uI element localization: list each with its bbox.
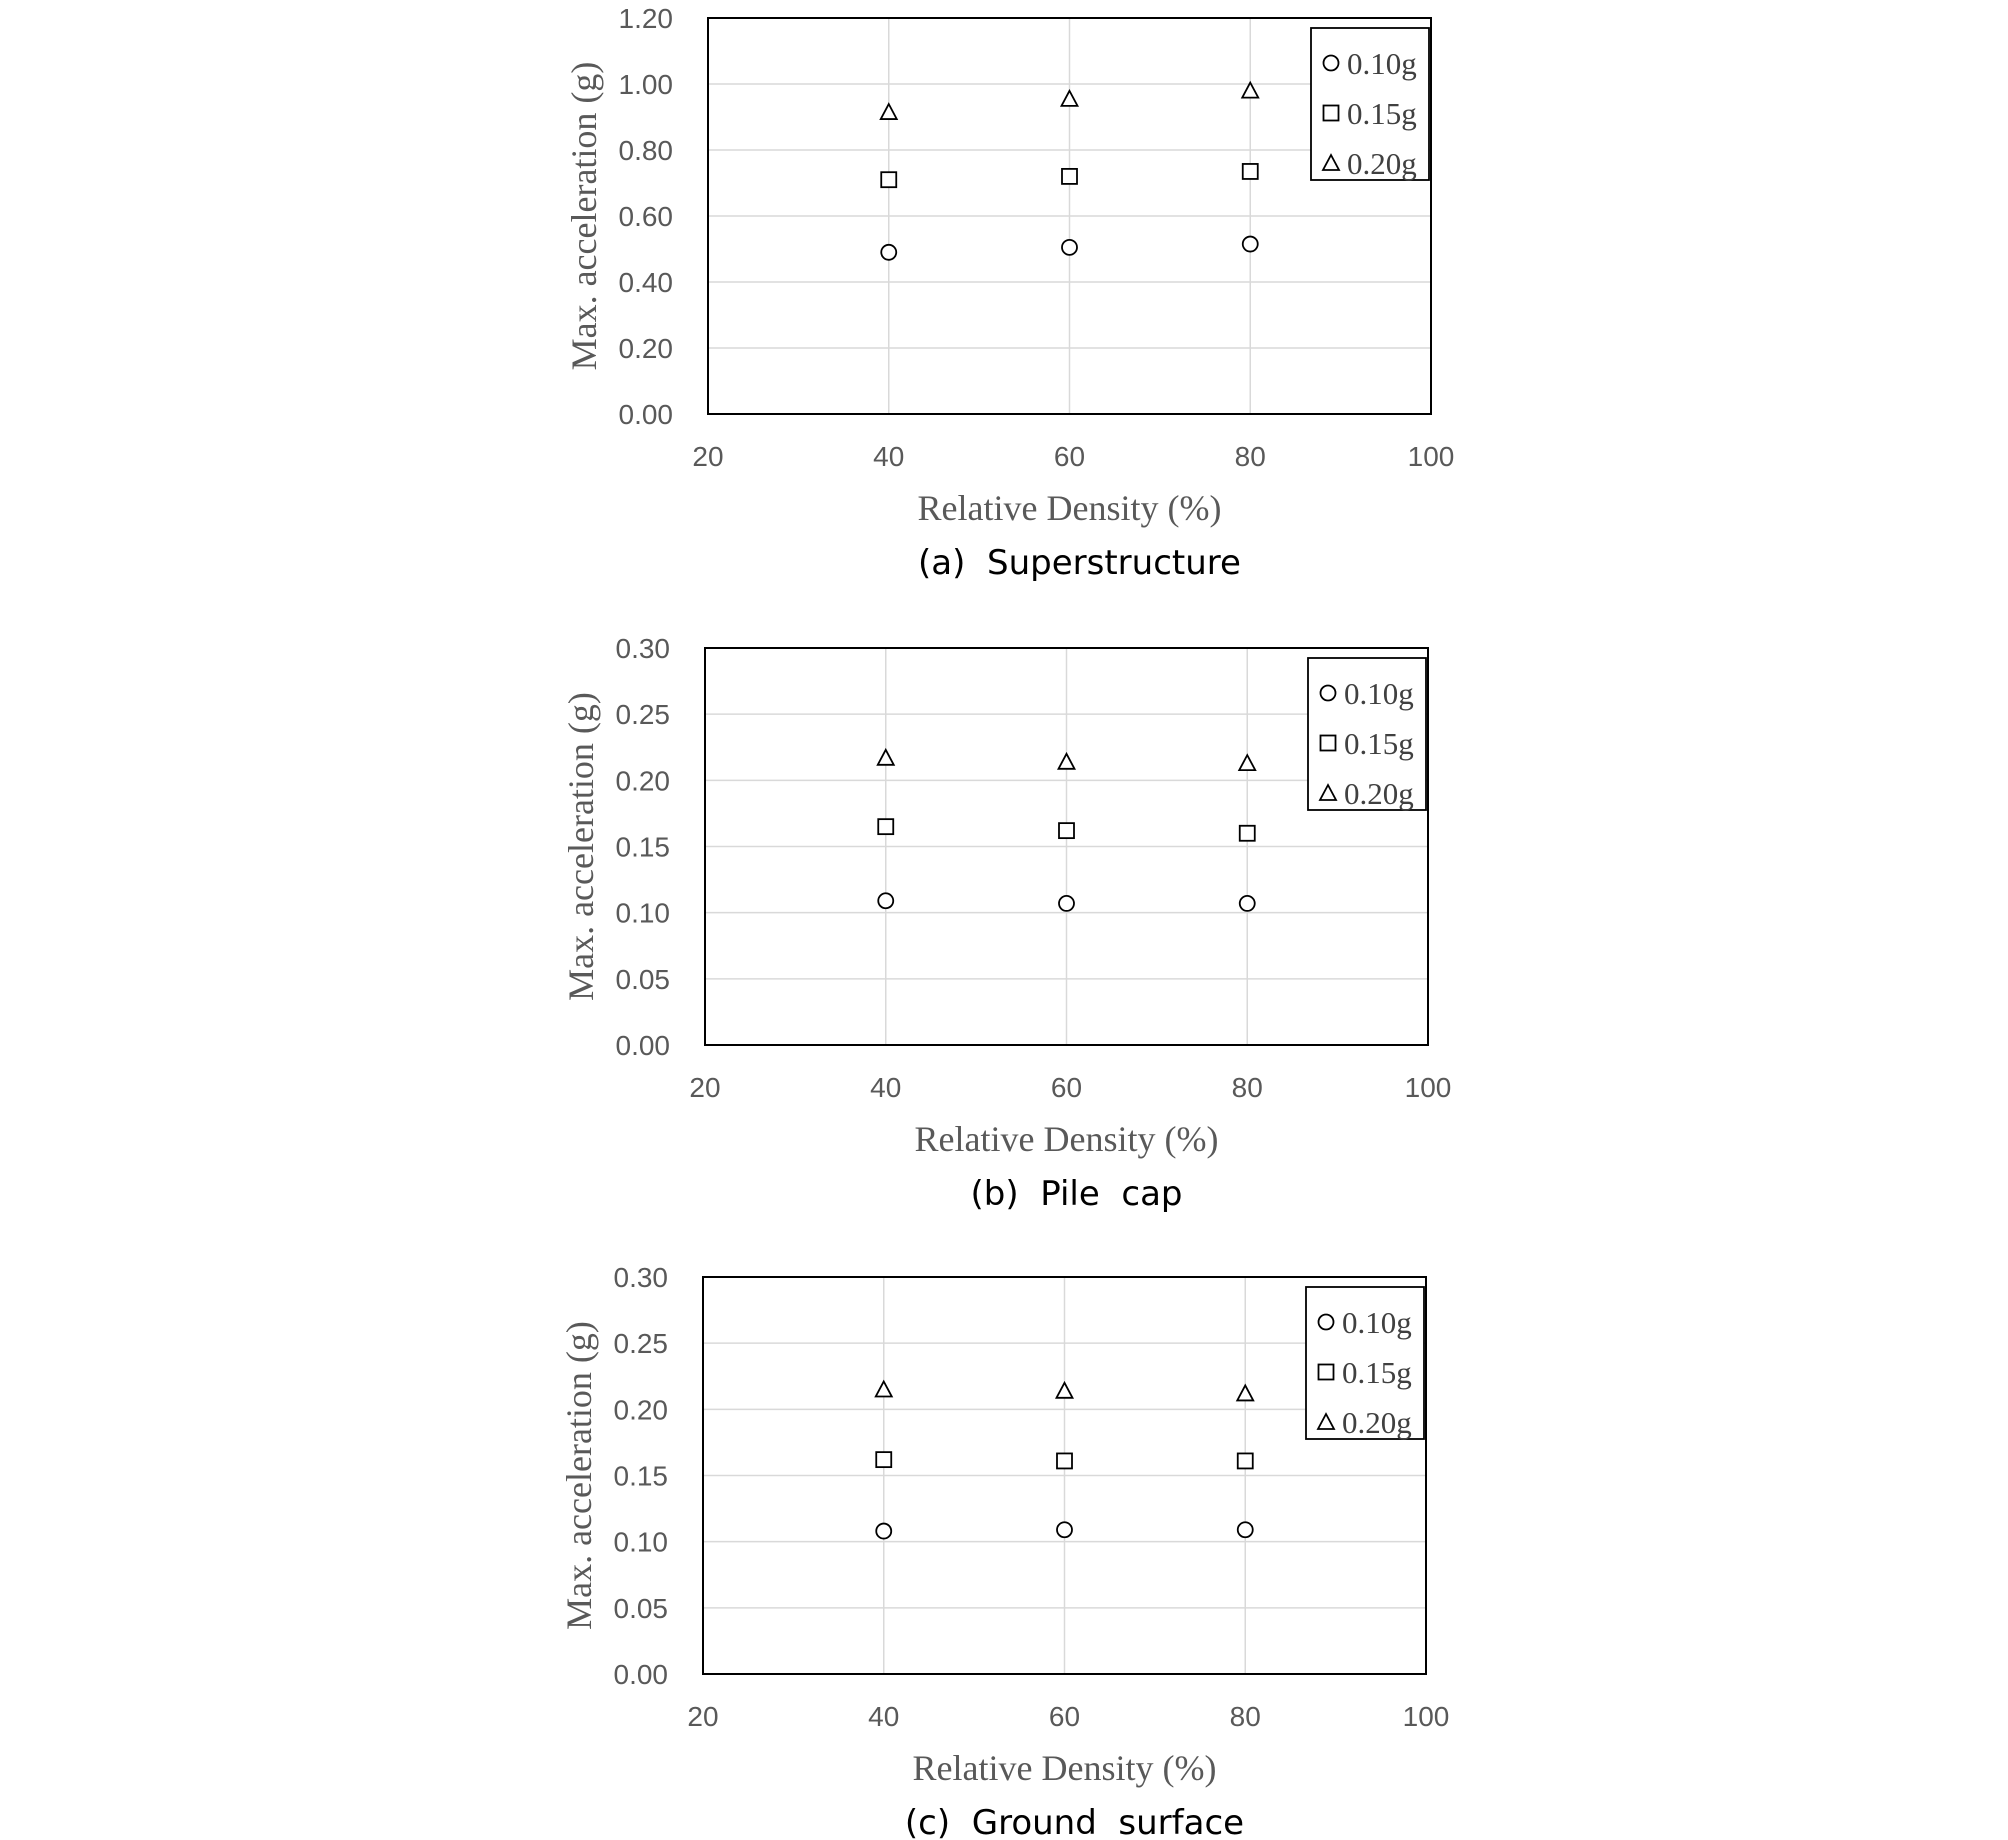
data-point-circle <box>1240 896 1255 911</box>
legend <box>1311 28 1429 181</box>
x-tick-label: 80 <box>1229 1701 1261 1732</box>
y-tick-label: 0.20 <box>618 333 673 364</box>
series-0.15g <box>878 819 1255 841</box>
data-point-square <box>1238 1453 1253 1468</box>
x-tick-label: 80 <box>1234 441 1266 472</box>
x-tick-label: 40 <box>868 1701 900 1732</box>
legend-marker-circle <box>1319 1315 1334 1330</box>
data-point-triangle <box>878 750 894 765</box>
x-tick-label: 40 <box>870 1072 902 1103</box>
data-point-circle <box>876 1524 891 1539</box>
y-tick-label: 0.80 <box>618 135 673 166</box>
data-point-square <box>1059 823 1074 838</box>
panel-caption: (b) Pile cap <box>970 1174 1183 1214</box>
data-point-circle <box>1243 237 1258 252</box>
data-point-triangle <box>1239 755 1255 770</box>
panel-caption: (a) Superstructure <box>918 543 1241 583</box>
legend <box>1306 1287 1424 1440</box>
data-point-triangle <box>881 104 897 119</box>
x-tick-label: 20 <box>687 1701 719 1732</box>
data-point-square <box>1240 826 1255 841</box>
data-point-triangle <box>1057 1383 1073 1398</box>
y-tick-label: 0.05 <box>613 1592 668 1624</box>
legend-label: 0.10g <box>1347 46 1417 81</box>
data-point-square <box>876 1452 891 1467</box>
y-tick-label: 1.00 <box>618 69 673 100</box>
y-tick-label: 0.20 <box>613 1394 668 1426</box>
chart-panel-2 <box>561 633 1451 1214</box>
series-0.20g <box>878 750 1256 770</box>
y-tick-label: 0.00 <box>618 399 673 430</box>
legend-label: 0.20g <box>1347 146 1417 181</box>
x-tick-label: 60 <box>1050 1072 1083 1103</box>
data-point-circle <box>1059 896 1074 911</box>
x-tick-label: 100 <box>1407 441 1455 472</box>
legend-label: 0.20g <box>1342 1405 1412 1440</box>
data-point-circle <box>881 245 896 260</box>
y-tick-label: 1.20 <box>618 3 673 34</box>
x-tick-label: 100 <box>1402 1701 1450 1732</box>
x-tick-label: 40 <box>873 441 905 472</box>
data-point-triangle <box>876 1381 892 1396</box>
y-tick-label: 0.30 <box>615 633 670 664</box>
y-tick-label: 0.10 <box>613 1526 668 1558</box>
data-point-triangle <box>1237 1385 1253 1400</box>
data-point-circle <box>1062 240 1077 255</box>
data-point-triangle <box>1062 91 1078 106</box>
x-axis-title: Relative Density (%) <box>917 488 1222 528</box>
y-tick-label: 0.15 <box>613 1460 668 1492</box>
legend-label: 0.20g <box>1344 776 1414 811</box>
y-tick-label: 0.60 <box>618 201 673 232</box>
data-point-square <box>1062 169 1077 184</box>
data-point-square <box>881 172 896 187</box>
legend-label: 0.10g <box>1344 676 1414 711</box>
x-tick-label: 20 <box>692 441 724 472</box>
y-tick-label: 0.40 <box>618 267 673 298</box>
legend-label: 0.15g <box>1347 96 1417 131</box>
x-axis-title: Relative Density (%) <box>912 1748 1217 1788</box>
x-tick-label: 100 <box>1404 1072 1452 1103</box>
y-tick-label: 0.25 <box>613 1328 668 1360</box>
y-tick-label: 0.15 <box>615 831 670 863</box>
y-tick-label: 0.00 <box>615 1030 670 1061</box>
y-tick-label: 0.20 <box>615 765 670 797</box>
legend-label: 0.10g <box>1342 1305 1412 1340</box>
data-point-circle <box>878 893 893 908</box>
data-point-circle <box>1057 1522 1072 1537</box>
y-tick-label: 0.05 <box>615 963 670 995</box>
y-tick-label: 0.30 <box>613 1262 668 1293</box>
y-axis-title: Max. acceleration (g) <box>561 692 601 1001</box>
x-axis-title: Relative Density (%) <box>914 1119 1219 1159</box>
data-point-circle <box>1238 1522 1253 1537</box>
y-axis-title: Max. acceleration (g) <box>559 1321 599 1630</box>
legend-marker-square <box>1321 736 1336 751</box>
x-tick-label: 80 <box>1231 1072 1263 1103</box>
series-0.15g <box>876 1452 1253 1468</box>
y-tick-label: 0.10 <box>615 897 670 929</box>
legend-marker-square <box>1319 1365 1334 1380</box>
x-tick-label: 60 <box>1048 1701 1081 1732</box>
chart-panel-3 <box>559 1262 1449 1840</box>
data-point-square <box>1243 164 1258 179</box>
legend <box>1308 658 1426 811</box>
legend-marker-circle <box>1324 56 1339 71</box>
y-tick-label: 0.00 <box>613 1659 668 1690</box>
y-axis-title: Max. acceleration (g) <box>564 61 604 371</box>
data-point-square <box>1057 1453 1072 1468</box>
y-tick-label: 0.25 <box>615 699 670 731</box>
x-tick-label: 60 <box>1053 441 1086 472</box>
data-point-triangle <box>1242 83 1258 98</box>
panel-caption: (c) Ground surface <box>904 1803 1245 1840</box>
legend-label: 0.15g <box>1342 1355 1412 1390</box>
legend-marker-circle <box>1321 686 1336 701</box>
chart-panel-1 <box>564 3 1454 583</box>
series-0.20g <box>876 1381 1254 1400</box>
data-point-square <box>878 819 893 834</box>
legend-marker-square <box>1324 106 1339 121</box>
series-0.10g <box>876 1522 1253 1538</box>
data-point-triangle <box>1059 754 1075 769</box>
x-tick-label: 20 <box>689 1072 721 1103</box>
legend-label: 0.15g <box>1344 726 1414 761</box>
series-0.10g <box>878 893 1255 911</box>
